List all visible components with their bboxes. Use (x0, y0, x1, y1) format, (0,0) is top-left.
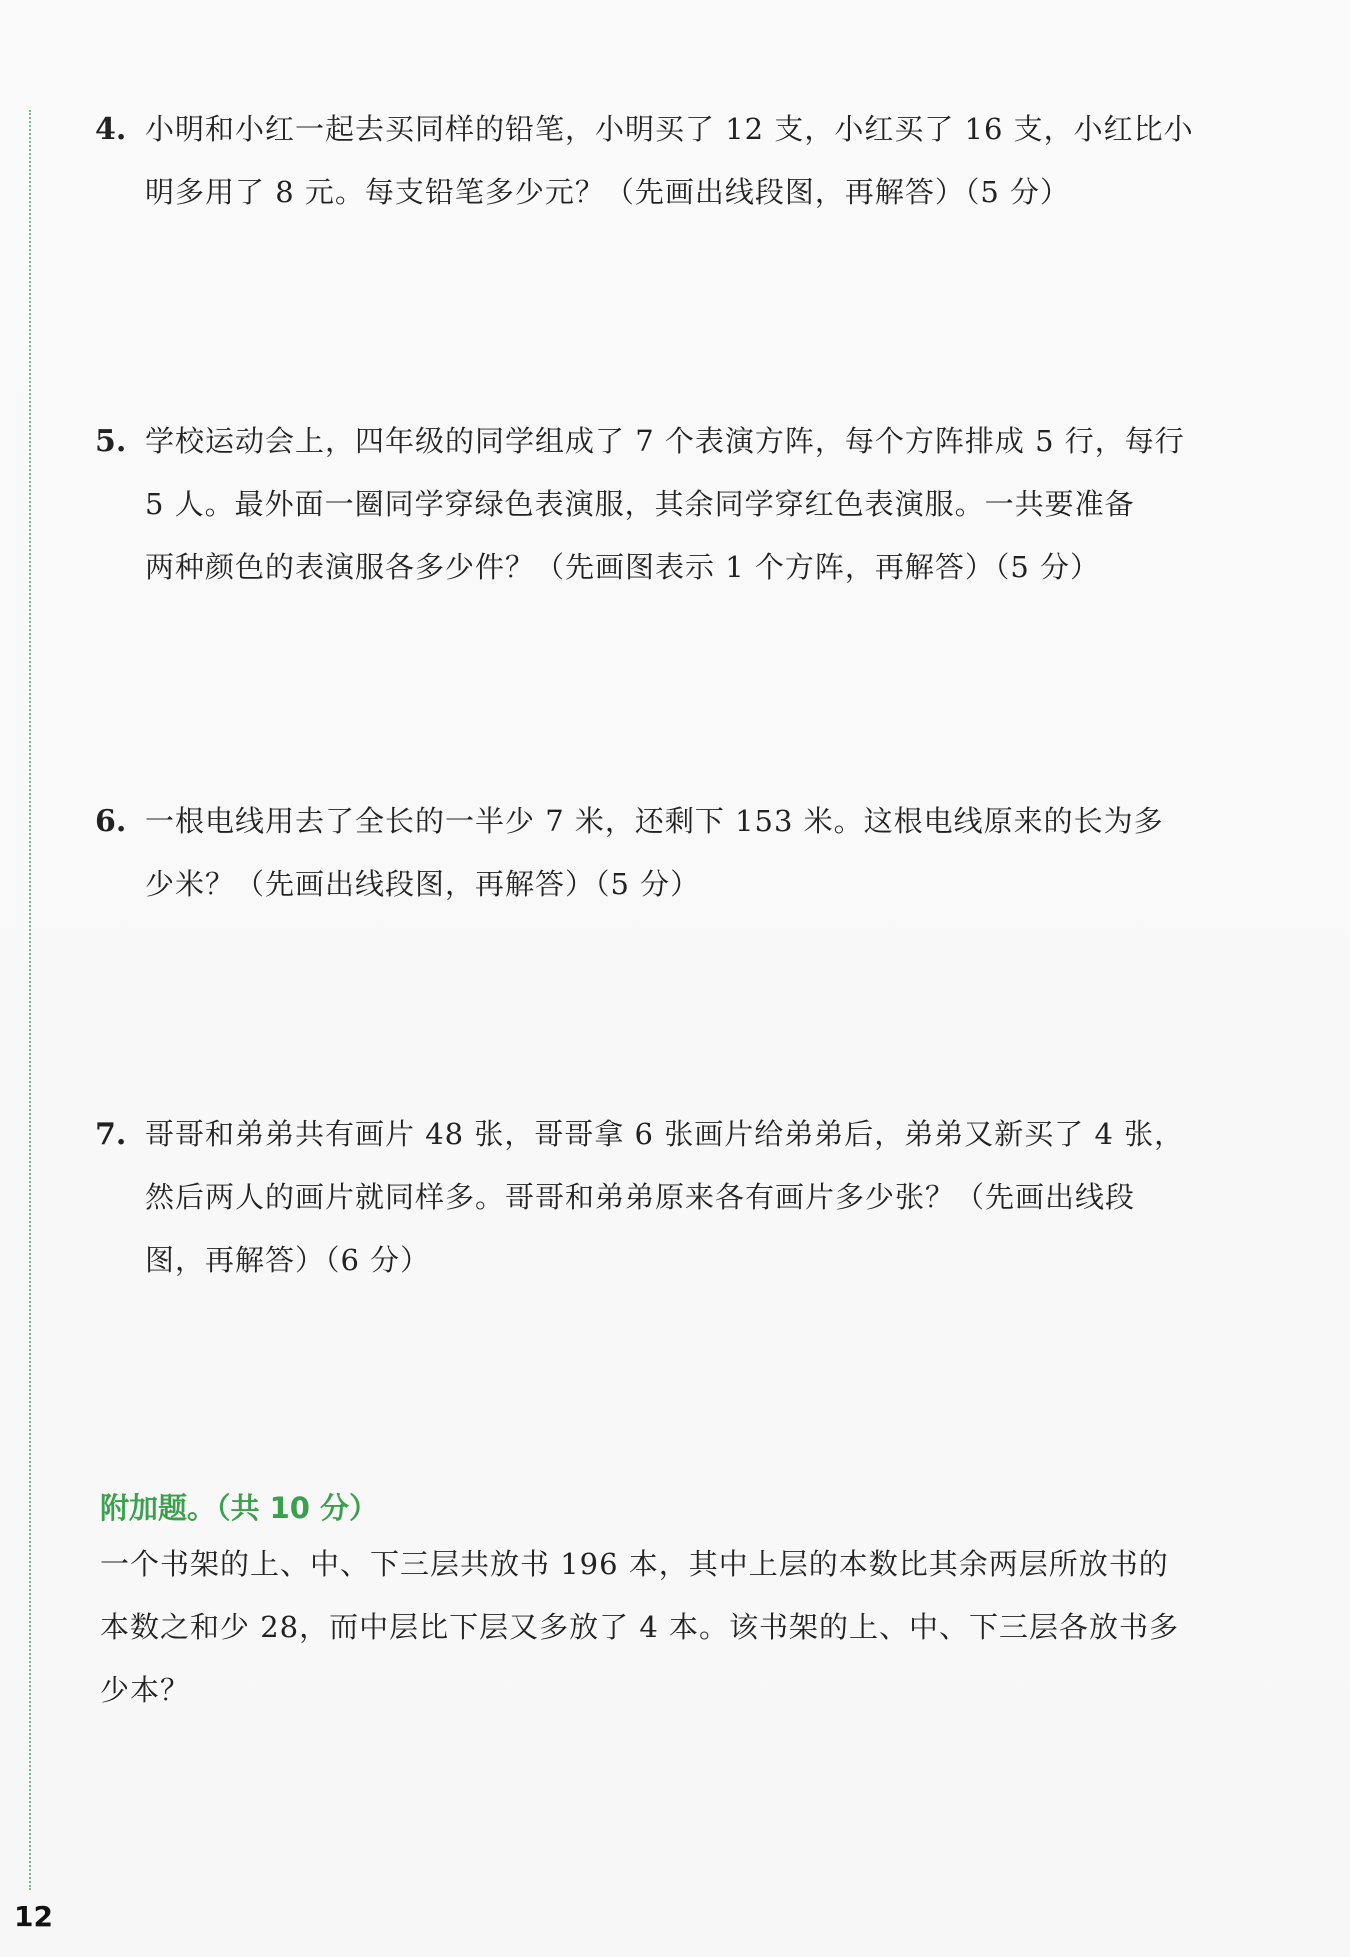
question-line: 哥哥和弟弟共有画片 48 张，哥哥拿 6 张画片给弟弟后，弟弟又新买了 4 张， (145, 1117, 1185, 1151)
question-line: 5 人。最外面一圈同学穿绿色表演服，其余同学穿红色表演服。一共要准备 (145, 487, 1135, 521)
question-6 (95, 790, 1295, 916)
bonus-section (100, 1483, 1295, 1722)
question-line: 少米？（先画出线段图，再解答）（5 分） (145, 867, 701, 901)
question-number: 4. (95, 112, 127, 147)
question-line: 明多用了 8 元。每支铅笔多少元？（先画出线段图，再解答）（5 分） (145, 175, 1071, 209)
question-7 (95, 1103, 1295, 1292)
question-text (145, 1103, 1295, 1292)
question-text (145, 98, 1295, 224)
question-line: 两种颜色的表演服各多少件？（先画图表示 1 个方阵，再解答）（5 分） (145, 550, 1101, 584)
bonus-title: 附加题。（共 10 分） (100, 1491, 379, 1525)
bonus-line: 本数之和少 28，而中层比下层又多放了 4 本。该书架的上、中、下三层各放书多 (100, 1610, 1180, 1644)
question-number: 5. (95, 424, 127, 459)
binding-margin-line (29, 110, 31, 1890)
page-number: 12 (14, 1900, 53, 1933)
question-number: 6. (95, 804, 127, 839)
bonus-text (100, 1533, 1295, 1722)
question-line: 图，再解答）（6 分） (145, 1243, 431, 1277)
bonus-line: 少本？ (100, 1673, 191, 1707)
bonus-line: 一个书架的上、中、下三层共放书 196 本，其中上层的本数比其余两层所放书的 (100, 1547, 1169, 1581)
question-5 (95, 410, 1295, 599)
question-4 (95, 98, 1295, 224)
question-text (145, 410, 1295, 599)
question-text (145, 790, 1295, 916)
question-number: 7. (95, 1117, 127, 1152)
question-line: 一根电线用去了全长的一半少 7 米，还剩下 153 米。这根电线原来的长为多 (145, 804, 1164, 838)
question-line: 学校运动会上，四年级的同学组成了 7 个表演方阵，每个方阵排成 5 行，每行 (145, 424, 1185, 458)
question-line: 小明和小红一起去买同样的铅笔，小明买了 12 支，小红买了 16 支，小红比小 (145, 112, 1194, 146)
question-line: 然后两人的画片就同样多。哥哥和弟弟原来各有画片多少张？（先画出线段 (145, 1180, 1136, 1214)
